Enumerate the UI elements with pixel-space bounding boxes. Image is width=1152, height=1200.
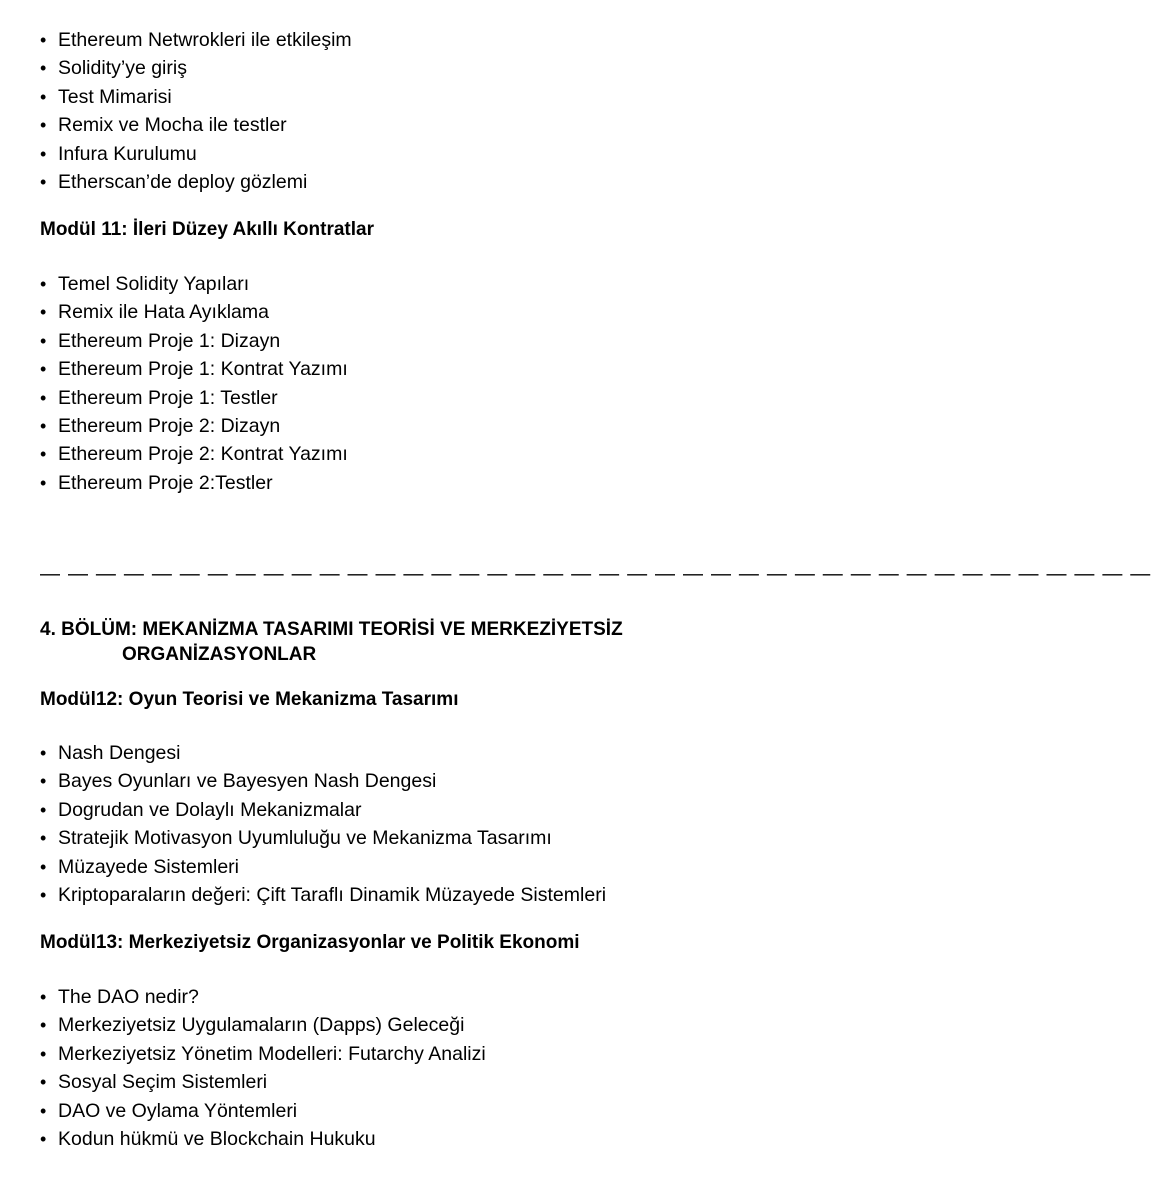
list-item: • The DAO nedir?: [40, 983, 486, 1011]
bullet-icon: •: [40, 987, 47, 1007]
list-item: • Ethereum Proje 2:Testler: [40, 469, 348, 497]
bullet-icon: •: [40, 143, 47, 164]
list-item: • Ethereum Proje 1: Kontrat Yazımı: [40, 355, 348, 383]
bullet-icon: •: [40, 115, 47, 136]
section-4-title: [40, 617, 623, 667]
modul11-bullet-list: [40, 270, 348, 497]
modul13-heading: Modül13: Merkeziyetsiz Organizasyonlar ve Politik Ekonomi: [40, 932, 580, 953]
section-title-line2: ORGANİZASYONLAR: [122, 644, 317, 665]
bullet-icon: •: [40, 1100, 47, 1121]
list-item: • Stratejik Motivasyon Uyumluluğu ve Mekanizma Tasarımı: [40, 824, 606, 852]
bullet-icon: •: [40, 444, 47, 465]
list-item: • Müzayede Sistemleri: [40, 853, 606, 881]
bullet-icon: •: [40, 359, 47, 380]
bullet-icon: •: [40, 415, 47, 436]
bullet-icon: •: [40, 472, 47, 493]
modul13-bullet-list: [40, 983, 486, 1153]
bullet-icon: •: [40, 1043, 47, 1064]
list-item: • Etherscan’de deploy gözlemi: [40, 168, 352, 196]
bullet-icon: •: [40, 828, 47, 849]
list-item: • Merkeziyetsiz Uygulamaların (Dapps) Geleceği: [40, 1011, 486, 1039]
bullet-icon: •: [40, 302, 47, 323]
modul12-heading: Modül12: Oyun Teorisi ve Mekanizma Tasarımı: [40, 689, 459, 710]
bullet-icon: •: [40, 274, 47, 294]
bullet-icon: •: [40, 743, 47, 763]
modul12-bullet-list: [40, 739, 606, 909]
list-item: • DAO ve Oylama Yöntemleri: [40, 1097, 486, 1125]
section-divider: — — — — — — — — — — — — — — — — — — — — — — — — — — — — — — — — — — — — — — — —: [40, 563, 1152, 585]
list-item: • Ethereum Proje 2: Dizayn: [40, 412, 348, 440]
list-item: • Remix ve Mocha ile testler: [40, 111, 352, 139]
bullet-icon: •: [40, 1128, 47, 1149]
bullet-icon: •: [40, 1015, 47, 1036]
list-item: • Ethereum Proje 1: Testler: [40, 384, 348, 412]
list-item: • Ethereum Netwrokleri ile etkileşim: [40, 26, 352, 54]
section-title-line1: 4. BÖLÜM: MEKANİZMA TASARIMI TEORİSİ VE MERKEZİYETSİZ: [40, 619, 623, 640]
bullet-icon: •: [40, 30, 47, 50]
list-item: • Merkeziyetsiz Yönetim Modelleri: Futarchy Analizi: [40, 1040, 486, 1068]
intro-bullet-list: [40, 26, 352, 196]
list-item: • Kriptoparaların değeri: Çift Taraflı Dinamik Müzayede Sistemleri: [40, 881, 606, 909]
list-item: • Ethereum Proje 2: Kontrat Yazımı: [40, 440, 348, 468]
list-item: • Nash Dengesi: [40, 739, 606, 767]
list-item: • Infura Kurulumu: [40, 140, 352, 168]
bullet-icon: •: [40, 171, 47, 192]
list-item: • Remix ile Hata Ayıklama: [40, 298, 348, 326]
bullet-icon: •: [40, 799, 47, 820]
bullet-icon: •: [40, 330, 47, 351]
list-item: • Test Mimarisi: [40, 83, 352, 111]
list-item: • Dogrudan ve Dolaylı Mekanizmalar: [40, 796, 606, 824]
list-item: • Temel Solidity Yapıları: [40, 270, 348, 298]
bullet-icon: •: [40, 387, 47, 408]
modul11-heading: Modül 11: İleri Düzey Akıllı Kontratlar: [40, 219, 374, 240]
bullet-icon: •: [40, 884, 47, 905]
bullet-icon: •: [40, 58, 47, 79]
bullet-icon: •: [40, 86, 47, 107]
list-item: • Bayes Oyunları ve Bayesyen Nash Dengesi: [40, 767, 606, 795]
bullet-icon: •: [40, 1072, 47, 1093]
bullet-icon: •: [40, 856, 47, 877]
bullet-icon: •: [40, 771, 47, 792]
list-item: • Solidity’ye giriş: [40, 54, 352, 82]
list-item: • Kodun hükmü ve Blockchain Hukuku: [40, 1125, 486, 1153]
list-item: • Ethereum Proje 1: Dizayn: [40, 327, 348, 355]
list-item: • Sosyal Seçim Sistemleri: [40, 1068, 486, 1096]
